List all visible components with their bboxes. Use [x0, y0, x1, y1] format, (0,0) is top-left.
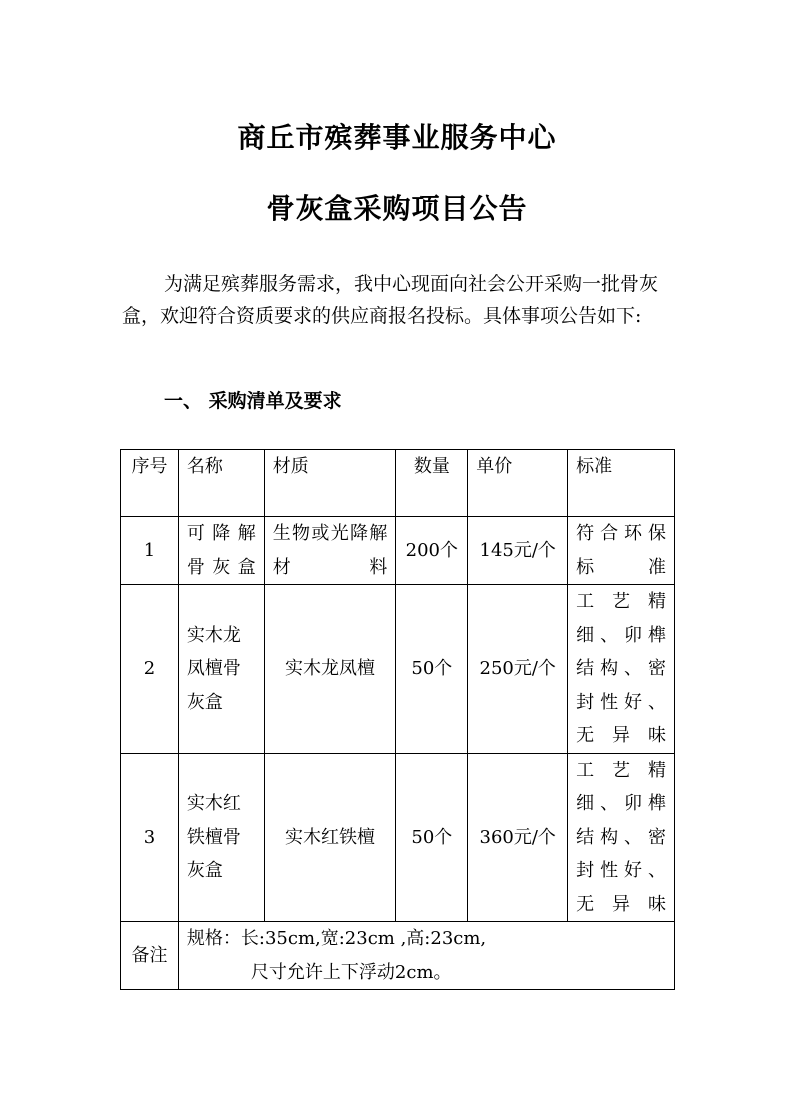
intro-paragraph: [122, 268, 682, 332]
table-row: [121, 585, 675, 754]
row-material: 实木龙凤檀: [264, 585, 396, 754]
row-qty: 50个: [396, 753, 468, 922]
row-name: 实木龙凤檀骨灰盒: [178, 585, 264, 754]
row-name: 实木红铁檀骨灰盒: [178, 753, 264, 922]
row-qty: 200个: [396, 517, 468, 585]
procurement-table: [120, 449, 675, 990]
row-price: 145元/个: [468, 517, 568, 585]
table-header-row: [121, 450, 675, 517]
row-price: 250元/个: [468, 585, 568, 754]
row-material: 生物或光降解材料: [264, 517, 396, 585]
row-no: 2: [121, 585, 179, 754]
header-standard: 标准: [568, 450, 675, 517]
row-name: 可降解骨灰盒: [178, 517, 264, 585]
row-no: 3: [121, 753, 179, 922]
title-line-2: 骨灰盒采购项目公告: [266, 192, 528, 225]
row-qty: 50个: [396, 585, 468, 754]
title-line-1: 商丘市殡葬事业服务中心: [237, 121, 557, 154]
header-qty: 数量: [396, 450, 468, 517]
section-heading-1: 一、 采购清单及要求: [164, 390, 342, 412]
row-standard: 符合环保标准: [568, 517, 675, 585]
header-price: 单价: [468, 450, 568, 517]
remark-content: [178, 922, 674, 990]
intro-text: 为满足殡葬服务需求，我中心现面向社会公开采购一批骨灰盒，欢迎符合资质要求的供应商报名投标。具体事项公告如下:: [122, 273, 659, 327]
header-material: 材质: [264, 450, 396, 517]
row-price: 360元/个: [468, 753, 568, 922]
row-material: 实木红铁檀: [264, 753, 396, 922]
row-no: 1: [121, 517, 179, 585]
header-no: 序号: [121, 450, 179, 517]
header-name: 名称: [178, 450, 264, 517]
remark-row: [121, 922, 675, 990]
row-standard: 工艺精细、卯榫结构、密封性好、无异味: [568, 753, 675, 922]
table-row: [121, 517, 675, 585]
remark-line-1: 规格：长:35cm,宽:23cm ,高:23cm,: [186, 928, 487, 949]
table-row: [121, 753, 675, 922]
remark-line-2: 尺寸允许上下浮动2cm。: [250, 961, 452, 983]
row-standard: 工艺精细、卯榫结构、密封性好、无异味: [568, 585, 675, 754]
remark-label: 备注: [121, 922, 179, 990]
